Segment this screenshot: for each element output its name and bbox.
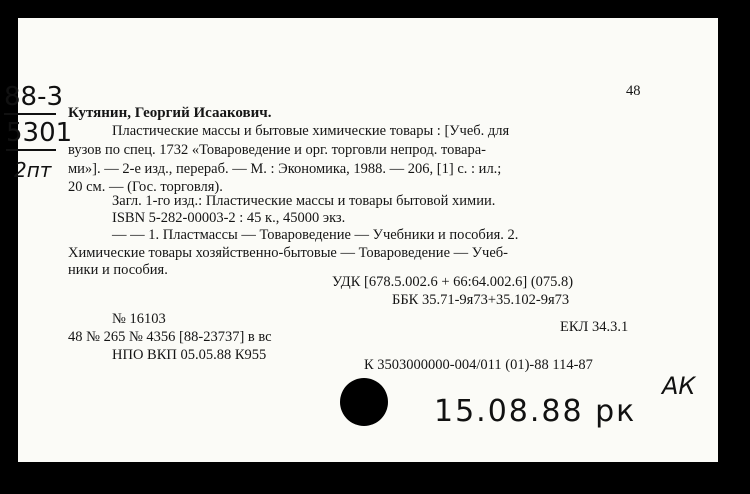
shelfmark-rule [4, 113, 56, 115]
handwritten-date: 15.08.88 рк [434, 394, 637, 429]
shelfmark-line3: 2пт [14, 158, 52, 182]
punch-hole [340, 378, 388, 426]
shelfmark-line1: 88-3 [4, 82, 64, 112]
title-line-4: 20 см. — (Гос. торговля). [68, 179, 223, 195]
page-number: 48 [626, 83, 641, 99]
card-number: № 16103 [112, 311, 166, 327]
npo-line: НПО ВКП 05.05.88 К955 [112, 347, 267, 363]
title-line-2: вузов по спец. 1732 «Товароведение и орг. торговли непрод. товара- [68, 142, 486, 158]
shelfmark-line2: 5301 [6, 118, 73, 148]
udk-code: УДК [678.5.002.6 + 66:64.002.6] (075.8) [332, 274, 574, 290]
ekl-code: ЕКЛ 34.3.1 [560, 319, 629, 335]
catalog-card [4, 18, 718, 462]
author-heading: Кутянин, Георгий Исаакович. [68, 105, 272, 121]
shelfmark-rule-2 [6, 149, 56, 151]
subject-line-2: Химические товары хозяйственно-бытовые — Товароведение — Учеб- [68, 245, 508, 261]
bbk-code: ББК 35.71-9я73+35.102-9я73 [392, 292, 570, 308]
order-line: 48 № 265 № 4356 [88-23737] в вс [68, 329, 272, 345]
title-line-3: ми»]. — 2-е изд., перераб. — М. : Экономика, 1988. — 206, [1] с. : ил.; [68, 161, 502, 177]
subject-line-3: ники и пособия. [68, 262, 168, 278]
k-code: К 3503000000-004/011 (01)-88 114-87 [364, 357, 593, 373]
handwritten-initials: АК [662, 372, 696, 400]
note-first-edition: Загл. 1-го изд.: Пластические массы и товары бытовой химии. [112, 193, 496, 209]
subject-line-1: — — 1. Пластмассы — Товароведение — Учебники и пособия. 2. [112, 227, 519, 243]
title-line-1: Пластические массы и бытовые химические товары : [Учеб. для [112, 123, 510, 139]
isbn-line: ISBN 5-282-00003-2 : 45 к., 45000 экз. [112, 210, 346, 226]
